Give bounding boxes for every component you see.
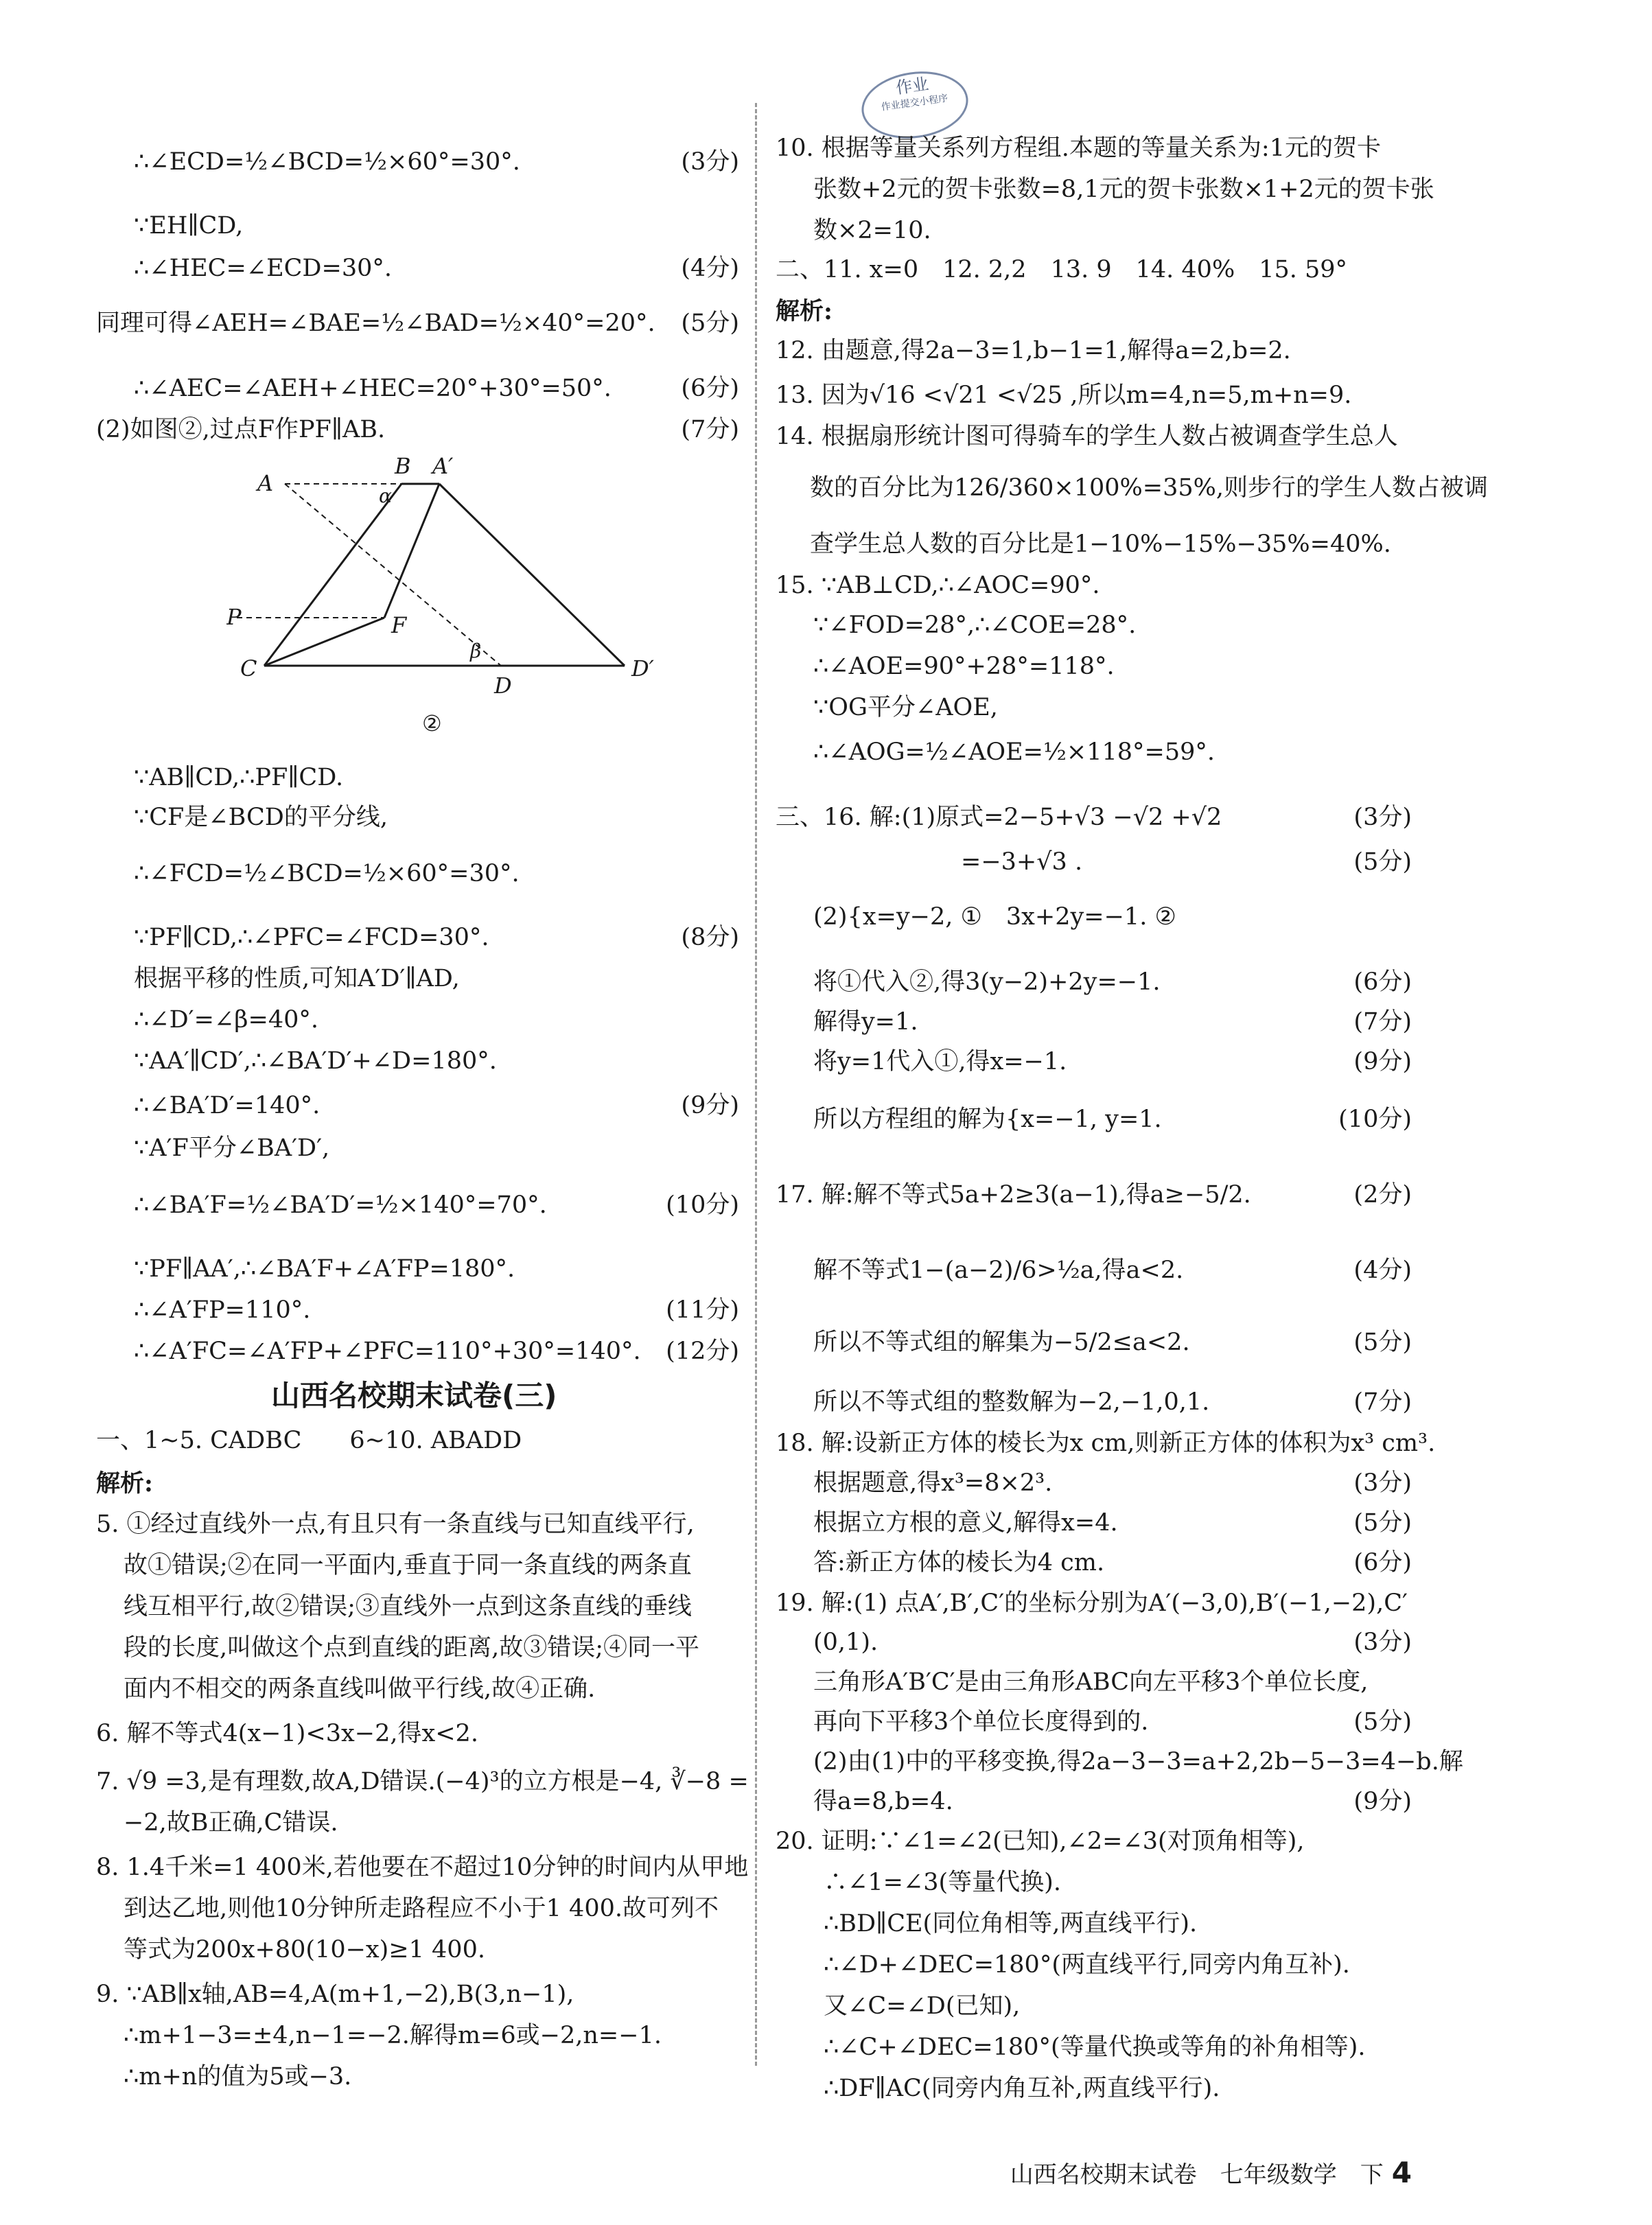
q20-line: ∴DF∥AC(同旁内角互补,两直线平行). (824, 2075, 1220, 2102)
q18-line: 18. 解:设新正方体的棱长为x cm,则新正方体的体积为x³ cm³. (776, 1430, 1436, 1457)
q17-line: 解不等式1−(a−2)/6>½a,得a<2. (813, 1257, 1184, 1284)
score: (7分) (681, 416, 739, 443)
score: (8分) (681, 924, 739, 951)
answers-line: 一、1~5. CADBC 6~10. ABADD (96, 1427, 522, 1454)
text-line: ∵AA′∥CD′,∴∠BA′D′+∠D=180°. (134, 1047, 497, 1075)
q5-line: 段的长度,叫做这个点到直线的距离,故③错误;④同一平 (124, 1634, 700, 1662)
text-line: ∵EH∥CD, (134, 212, 244, 240)
score: (3分) (1353, 1629, 1412, 1656)
analysis-label: 解析: (96, 1469, 153, 1498)
q10-line: 10. 根据等量关系列方程组.本题的等量关系为:1元的贺卡 (776, 135, 1381, 162)
q19-line: 19. 解:(1) 点A′,B′,C′的坐标分别为A′(−3,0),B′(−1,−2),C′ (776, 1589, 1408, 1617)
text-line: ∵PF∥AA′,∴∠BA′F+∠A′FP=180°. (134, 1255, 515, 1283)
q5-line: 故①错误;②在同一平面内,垂直于同一条直线的两条直 (124, 1552, 692, 1579)
score: (12分) (666, 1338, 739, 1365)
stamp-title: 作业 (894, 74, 930, 98)
q7-line: 7. √9 =3,是有理数,故A,D错误.(−4)³的立方根是−4, ∛−8 = (96, 1768, 749, 1795)
q18-line: 答:新正方体的棱长为4 cm. (813, 1549, 1105, 1576)
q20-line: ∴∠C+∠DEC=180°(等量代换或等角的补角相等). (824, 2034, 1366, 2061)
score: (4分) (681, 255, 739, 282)
text-line: ∴∠A′FC=∠A′FP+∠PFC=110°+30°=140°. (134, 1338, 641, 1365)
q17-line: 17. 解:解不等式5a+2≥3(a−1),得a≥−5/2. (776, 1181, 1251, 1209)
analysis-label: 解析: (776, 297, 833, 325)
q19-line: 得a=8,b=4. (813, 1788, 953, 1815)
q7-line: −2,故B正确,C错误. (124, 1809, 338, 1837)
q20-line: ∴BD∥CE(同位角相等,两直线平行). (824, 1910, 1198, 1937)
q15-line: ∴∠AOG=½∠AOE=½×118°=59°. (813, 738, 1215, 766)
q14-line: 14. 根据扇形统计图可得骑车的学生人数占被调查学生总人 (776, 423, 1398, 450)
text-line: ∴∠AEC=∠AEH+∠HEC=20°+30°=50°. (134, 375, 612, 402)
q15-line: ∵∠FOD=28°,∴∠COE=28°. (813, 611, 1137, 639)
section-title: 山西名校期末试卷(三) (271, 1379, 557, 1412)
score: (3分) (1353, 1469, 1412, 1497)
score: (11分) (666, 1296, 739, 1324)
score: (6分) (1353, 1549, 1412, 1576)
text-line: 根据平移的性质,可知A′D′∥AD, (134, 965, 460, 992)
q9-line: 9. ∵AB∥x轴,AB=4,A(m+1,−2),B(3,n−1), (96, 1981, 574, 2008)
q18-line: 根据题意,得x³=8×2³. (813, 1469, 1053, 1497)
q5-line: 5. ①经过直线外一点,有且只有一条直线与已知直线平行, (96, 1511, 695, 1538)
text-line: ∴∠BA′D′=140°. (134, 1092, 321, 1119)
score: (10分) (1338, 1106, 1412, 1133)
score: (5分) (1353, 1509, 1412, 1537)
q20-line: 20. 证明:∵∠1=∠2(已知),∠2=∠3(对顶角相等), (776, 1828, 1305, 1855)
q13-line: 13. 因为√16 <√21 <√25 ,所以m=4,n=5,m+n=9. (776, 382, 1352, 409)
q15-line: ∴∠AOE=90°+28°=118°. (813, 653, 1115, 680)
score: (5分) (681, 310, 739, 337)
q16-line: 所以方程组的解为{x=−1, y=1. (813, 1106, 1162, 1133)
text-line: ∵PF∥CD,∴∠PFC=∠FCD=30°. (134, 924, 489, 951)
score: (6分) (681, 375, 739, 402)
score: (9分) (1353, 1788, 1412, 1815)
score: (9分) (1353, 1048, 1412, 1075)
label-B: B (395, 453, 411, 479)
label-A-prime: A′ (432, 453, 454, 479)
q17-line: 所以不等式组的整数解为−2,−1,0,1. (813, 1388, 1210, 1416)
part2-answers: 二、11. x=0 12. 2,2 13. 9 14. 40% 15. 59° (776, 256, 1348, 283)
footer-text: 山西名校期末试卷 七年级数学 下 (1010, 2161, 1384, 2189)
q19-line: (0,1). (813, 1629, 879, 1656)
q9-line: ∴m+n的值为5或−3. (124, 2063, 352, 2090)
q15-line: ∵OG平分∠AOE, (813, 694, 998, 721)
q8-line: 等式为200x+80(10−x)≥1 400. (124, 1936, 485, 1964)
text-line: ∵AB∥CD,∴PF∥CD. (134, 764, 344, 791)
q16-line: 将①代入②,得3(y−2)+2y=−1. (813, 968, 1161, 996)
q14-line: 查学生总人数的百分比是1−10%−15%−35%=40%. (810, 531, 1391, 558)
q8-line: 8. 1.4千米=1 400米,若他要在不超过10分钟的时间内从甲地 (96, 1854, 749, 1881)
q10-line: 张数+2元的贺卡张数=8,1元的贺卡张数×1+2元的贺卡张 (813, 176, 1434, 203)
text-line: ∵A′F平分∠BA′D′, (134, 1134, 330, 1162)
label-C: C (240, 655, 257, 682)
q15-line: 15. ∵AB⊥CD,∴∠AOC=90°. (776, 572, 1100, 599)
text-line: ∴∠BA′F=½∠BA′D′=½×140°=70°. (134, 1191, 547, 1219)
text-line: ∴∠A′FP=110°. (134, 1296, 311, 1324)
q16-line: 三、16. 解:(1)原式=2−5+√3 −√2 +√2 (776, 804, 1222, 831)
score: (5分) (1353, 1329, 1412, 1356)
score: (3分) (1353, 804, 1412, 831)
label-alpha: α (379, 485, 392, 507)
label-D-prime: D′ (631, 655, 654, 682)
label-A: A (257, 470, 274, 496)
page-number: 4 (1391, 2156, 1412, 2189)
label-F: F (391, 612, 407, 638)
stamp-subtitle: 作业提交小程序 (880, 93, 949, 113)
q6-line: 6. 解不等式4(x−1)<3x−2,得x<2. (96, 1720, 478, 1747)
text-line: 同理可得∠AEH=∠BAE=½∠BAD=½×40°=20°. (96, 310, 655, 337)
text-line: ∴∠HEC=∠ECD=30°. (134, 255, 392, 282)
q8-line: 到达乙地,则他10分钟所走路程应不小于1 400.故可列不 (124, 1895, 719, 1922)
page-footer (1010, 2155, 1412, 2191)
q14-line: 数的百分比为126/360×100%=35%,则步行的学生人数占被调 (810, 474, 1489, 502)
q16-line: =−3+√3 . (961, 848, 1083, 876)
q5-line: 线互相平行,故②错误;③直线外一点到这条直线的垂线 (124, 1593, 692, 1620)
text-line: ∴∠D′=∠β=40°. (134, 1006, 318, 1034)
score: (2分) (1353, 1181, 1412, 1209)
score: (5分) (1353, 848, 1412, 876)
text-line: ∵CF是∠BCD的平分线, (134, 804, 388, 831)
q20-line: 又∠C=∠D(已知), (824, 1992, 1021, 2020)
figure-caption: ② (422, 710, 442, 736)
q19-line: (2)由(1)中的平移变换,得2a−3−3=a+2,2b−5−3=4−b.解 (813, 1748, 1463, 1775)
q19-line: 再向下平移3个单位长度得到的. (813, 1708, 1149, 1736)
q20-line: ∴∠D+∠DEC=180°(两直线平行,同旁内角互补). (824, 1951, 1350, 1979)
label-P: P (226, 604, 242, 630)
score: (9分) (681, 1092, 739, 1119)
q16-line: 将y=1代入①,得x=−1. (813, 1048, 1067, 1075)
q20-line: ∴∠1=∠3(等量代换). (824, 1869, 1061, 1896)
q12-line: 12. 由题意,得2a−3=1,b−1=1,解得a=2,b=2. (776, 337, 1291, 364)
label-beta: β (470, 640, 482, 662)
q17-line: 所以不等式组的解集为−5/2≤a<2. (813, 1329, 1190, 1356)
score: (10分) (666, 1191, 739, 1219)
text-line: (2)如图②,过点F作PF∥AB. (96, 416, 386, 443)
score: (7分) (1353, 1388, 1412, 1416)
score: (5分) (1353, 1708, 1412, 1736)
q9-line: ∴m+1−3=±4,n−1=−2.解得m=6或−2,n=−1. (124, 2022, 662, 2049)
text-line: ∴∠ECD=½∠BCD=½×60°=30°. (134, 148, 520, 176)
q18-line: 根据立方根的意义,解得x=4. (813, 1509, 1118, 1537)
q16-line: 解得y=1. (813, 1008, 918, 1036)
score: (3分) (681, 148, 739, 176)
text-line: ∴∠FCD=½∠BCD=½×60°=30°. (134, 860, 520, 887)
score: (6分) (1353, 968, 1412, 996)
q16-line: (2){x=y−2, ① 3x+2y=−1. ② (813, 903, 1176, 931)
q19-line: 三角形A′B′C′是由三角形ABC向左平移3个单位长度, (813, 1668, 1369, 1696)
score: (7分) (1353, 1008, 1412, 1036)
label-D: D (494, 673, 512, 699)
score: (4分) (1353, 1257, 1412, 1284)
q5-line: 面内不相交的两条直线叫做平行线,故④正确. (124, 1675, 596, 1703)
q10-line: 数×2=10. (813, 217, 931, 244)
